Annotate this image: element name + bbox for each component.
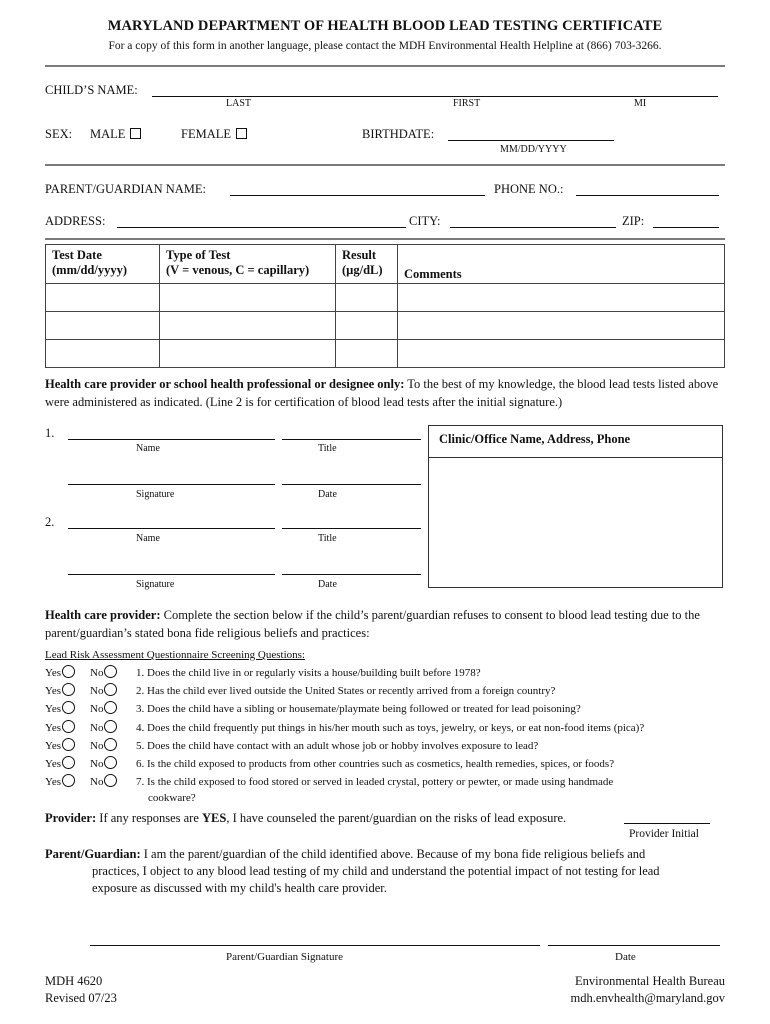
birthdate-label: BIRTHDATE: (362, 127, 435, 141)
question-text: 6. Is the child exposed to products from other countries such as cosmetics, health remedies, spices, or foods? (136, 758, 615, 770)
line1-name-label: Name (136, 443, 160, 454)
question-text: 2. Has the child ever lived outside the United States or recently arrived from a foreign country? (136, 685, 556, 698)
yes-option[interactable] (45, 682, 75, 700)
yes-label: Yes (45, 703, 62, 716)
no-label: No (90, 685, 104, 698)
child-name-field[interactable] (152, 96, 718, 97)
no-label: No (90, 721, 104, 734)
line2-signature-label: Signature (136, 579, 175, 590)
child-name-label: CHILD’S NAME: (45, 83, 138, 97)
col-test-type: Type of Test (V = venous, C = capillary) (160, 245, 336, 284)
line-1-number: 1. (45, 426, 55, 440)
line2-signature-field[interactable] (68, 574, 275, 575)
form-number: MDH 4620 (45, 974, 103, 988)
question-text: 4. Does the child frequently put things in his/her mouth such as toys, jewelry, or keys, or eat non-food items (pica)? (136, 721, 645, 734)
yes-radio[interactable] (62, 720, 75, 733)
line1-name-field[interactable] (68, 439, 275, 440)
no-radio[interactable] (104, 738, 117, 751)
line1-signature-label: Signature (136, 489, 175, 500)
line-2-number: 2. (45, 515, 55, 529)
questionnaire-title: Lead Risk Assessment Questionnaire Screening Questions: (45, 649, 305, 661)
city-label: CITY: (409, 214, 441, 228)
question-text: 3. Does the child have a sibling or housemate/playmate being followed or treated for lead poisoning? (136, 703, 581, 716)
yes-label: Yes (45, 667, 62, 679)
yes-option[interactable] (45, 737, 75, 755)
yes-radio[interactable] (62, 683, 75, 696)
yes-radio[interactable] (62, 701, 75, 714)
divider (45, 65, 725, 67)
sex-label: SEX: (45, 127, 73, 141)
line2-name-field[interactable] (68, 528, 275, 529)
sex-female-option[interactable] (181, 127, 247, 142)
sex-male-label: MALE (90, 127, 126, 141)
table-header-row (46, 245, 725, 284)
birthdate-format: MM/DD/YYYY (500, 144, 567, 155)
parent-statement-line2: practices, I object to any blood lead testing of my child and understand the potential impact of not testing for lead (92, 864, 660, 878)
col-result: Result (µg/dL) (336, 245, 398, 284)
question-7-continuation: cookware? (148, 792, 196, 804)
table-row[interactable] (46, 284, 725, 312)
yes-radio[interactable] (62, 738, 75, 751)
no-label: No (90, 703, 104, 716)
address-field[interactable] (117, 227, 406, 228)
child-mi-label: MI (634, 98, 647, 109)
form-subtitle: For a copy of this form in another language, please contact the MDH Environmental Health Helpline at (866) 703-3266. (108, 40, 662, 52)
yes-radio[interactable] (62, 665, 75, 678)
yes-radio[interactable] (62, 774, 75, 787)
test-results-table (45, 244, 725, 368)
refusal-instructions: Health care provider: Complete the section below if the child’s parent/guardian refuses to consent to blood lead testing due to the parent/guardian’s stated bona fide religious beliefs and practices: (45, 608, 700, 640)
parent-name-label: PARENT/GUARDIAN NAME: (45, 182, 207, 196)
line2-title-label: Title (318, 533, 337, 544)
no-radio[interactable] (104, 683, 117, 696)
phone-label: PHONE NO.: (494, 182, 564, 196)
yes-option[interactable] (45, 755, 75, 773)
col-comments: Comments (398, 245, 725, 284)
parent-signature-label: Parent/Guardian Signature (226, 951, 343, 963)
yes-option[interactable] (45, 773, 75, 791)
no-radio[interactable] (104, 665, 117, 678)
question-row (45, 773, 735, 791)
no-option[interactable] (90, 737, 117, 755)
yes-label: Yes (45, 776, 62, 789)
no-option[interactable] (90, 755, 117, 773)
no-option[interactable] (90, 682, 117, 700)
sex-male-option[interactable] (90, 127, 141, 142)
divider (45, 164, 725, 166)
yes-label: Yes (45, 739, 62, 752)
table-row[interactable] (46, 312, 725, 340)
question-row (45, 700, 735, 718)
question-row (45, 664, 735, 682)
yes-label: Yes (45, 685, 62, 698)
bureau-name: Environmental Health Bureau (575, 974, 725, 988)
divider (45, 238, 725, 240)
no-label: No (90, 758, 104, 770)
no-radio[interactable] (104, 701, 117, 714)
line2-title-field[interactable] (282, 528, 421, 529)
provider-initial-field[interactable] (624, 823, 710, 824)
yes-option[interactable] (45, 719, 75, 737)
parent-signature-field[interactable] (90, 945, 540, 946)
no-label: No (90, 739, 104, 752)
no-radio[interactable] (104, 756, 117, 769)
yes-option[interactable] (45, 700, 75, 718)
question-row (45, 682, 735, 700)
question-row (45, 719, 735, 737)
male-checkbox[interactable] (130, 128, 141, 139)
parent-date-label: Date (615, 951, 636, 963)
question-row (45, 755, 735, 773)
question-text: 5. Does the child have contact with an adult whose job or hobby involves exposure to lead? (136, 739, 539, 752)
birthdate-field[interactable] (448, 140, 614, 141)
line1-date-field[interactable] (282, 484, 421, 485)
no-label: No (90, 776, 104, 789)
no-option[interactable] (90, 700, 117, 718)
col-test-date: Test Date (mm/dd/yyyy) (46, 245, 160, 284)
no-option[interactable] (90, 773, 117, 791)
parent-name-field[interactable] (230, 195, 485, 196)
clinic-info-box[interactable] (428, 425, 723, 588)
clinic-info-header: Clinic/Office Name, Address, Phone (429, 426, 722, 458)
question-text: 7. Is the child exposed to food stored or served in leaded crystal, pottery or pewter, or made using handmade (136, 776, 614, 789)
no-radio[interactable] (104, 774, 117, 787)
sex-female-label: FEMALE (181, 127, 231, 141)
bureau-email: mdh.envhealth@maryland.gov (570, 991, 725, 1005)
revision-date: Revised 07/23 (45, 991, 117, 1005)
line1-date-label: Date (318, 489, 337, 500)
line1-title-field[interactable] (282, 439, 421, 440)
no-option[interactable] (90, 664, 117, 682)
female-checkbox[interactable] (236, 128, 247, 139)
line2-date-label: Date (318, 579, 337, 590)
parent-statement-line3: exposure as discussed with my child's health care provider. (92, 881, 387, 895)
no-option[interactable] (90, 719, 117, 737)
zip-field[interactable] (653, 227, 719, 228)
no-label: No (90, 667, 104, 679)
child-last-label: LAST (226, 98, 251, 109)
child-first-label: FIRST (453, 98, 481, 109)
yes-label: Yes (45, 721, 62, 734)
yes-label: Yes (45, 758, 62, 770)
address-label: ADDRESS: (45, 214, 106, 228)
provider-statement: Provider: If any responses are YES, I have counseled the parent/guardian on the risks of lead exposure. (45, 811, 567, 825)
line1-title-label: Title (318, 443, 337, 454)
table-row[interactable] (46, 340, 725, 368)
yes-radio[interactable] (62, 756, 75, 769)
no-radio[interactable] (104, 720, 117, 733)
zip-label: ZIP: (622, 214, 645, 228)
question-text: 1. Does the child live in or regularly visits a house/building built before 1978? (136, 667, 481, 679)
provider-certification-text: Health care provider or school health professional or designee only: To the best of my knowledge, the blood lead tests listed above were administered as indicated. (Line 2 is for certification of blood lead tests after the initial signature.) (45, 377, 719, 409)
parent-date-field[interactable] (548, 945, 720, 946)
city-field[interactable] (450, 227, 616, 228)
parent-statement: Parent/Guardian: I am the parent/guardian of the child identified above. Because of my bona fide religious beliefs and (45, 847, 646, 861)
provider-initial-label: Provider Initial (629, 828, 699, 840)
line2-date-field[interactable] (282, 574, 421, 575)
question-row (45, 737, 735, 755)
line1-signature-field[interactable] (68, 484, 275, 485)
phone-field[interactable] (576, 195, 719, 196)
line2-name-label: Name (136, 533, 160, 544)
form-title: MARYLAND DEPARTMENT OF HEALTH BLOOD LEAD TESTING CERTIFICATE (107, 18, 663, 34)
yes-option[interactable] (45, 664, 75, 682)
